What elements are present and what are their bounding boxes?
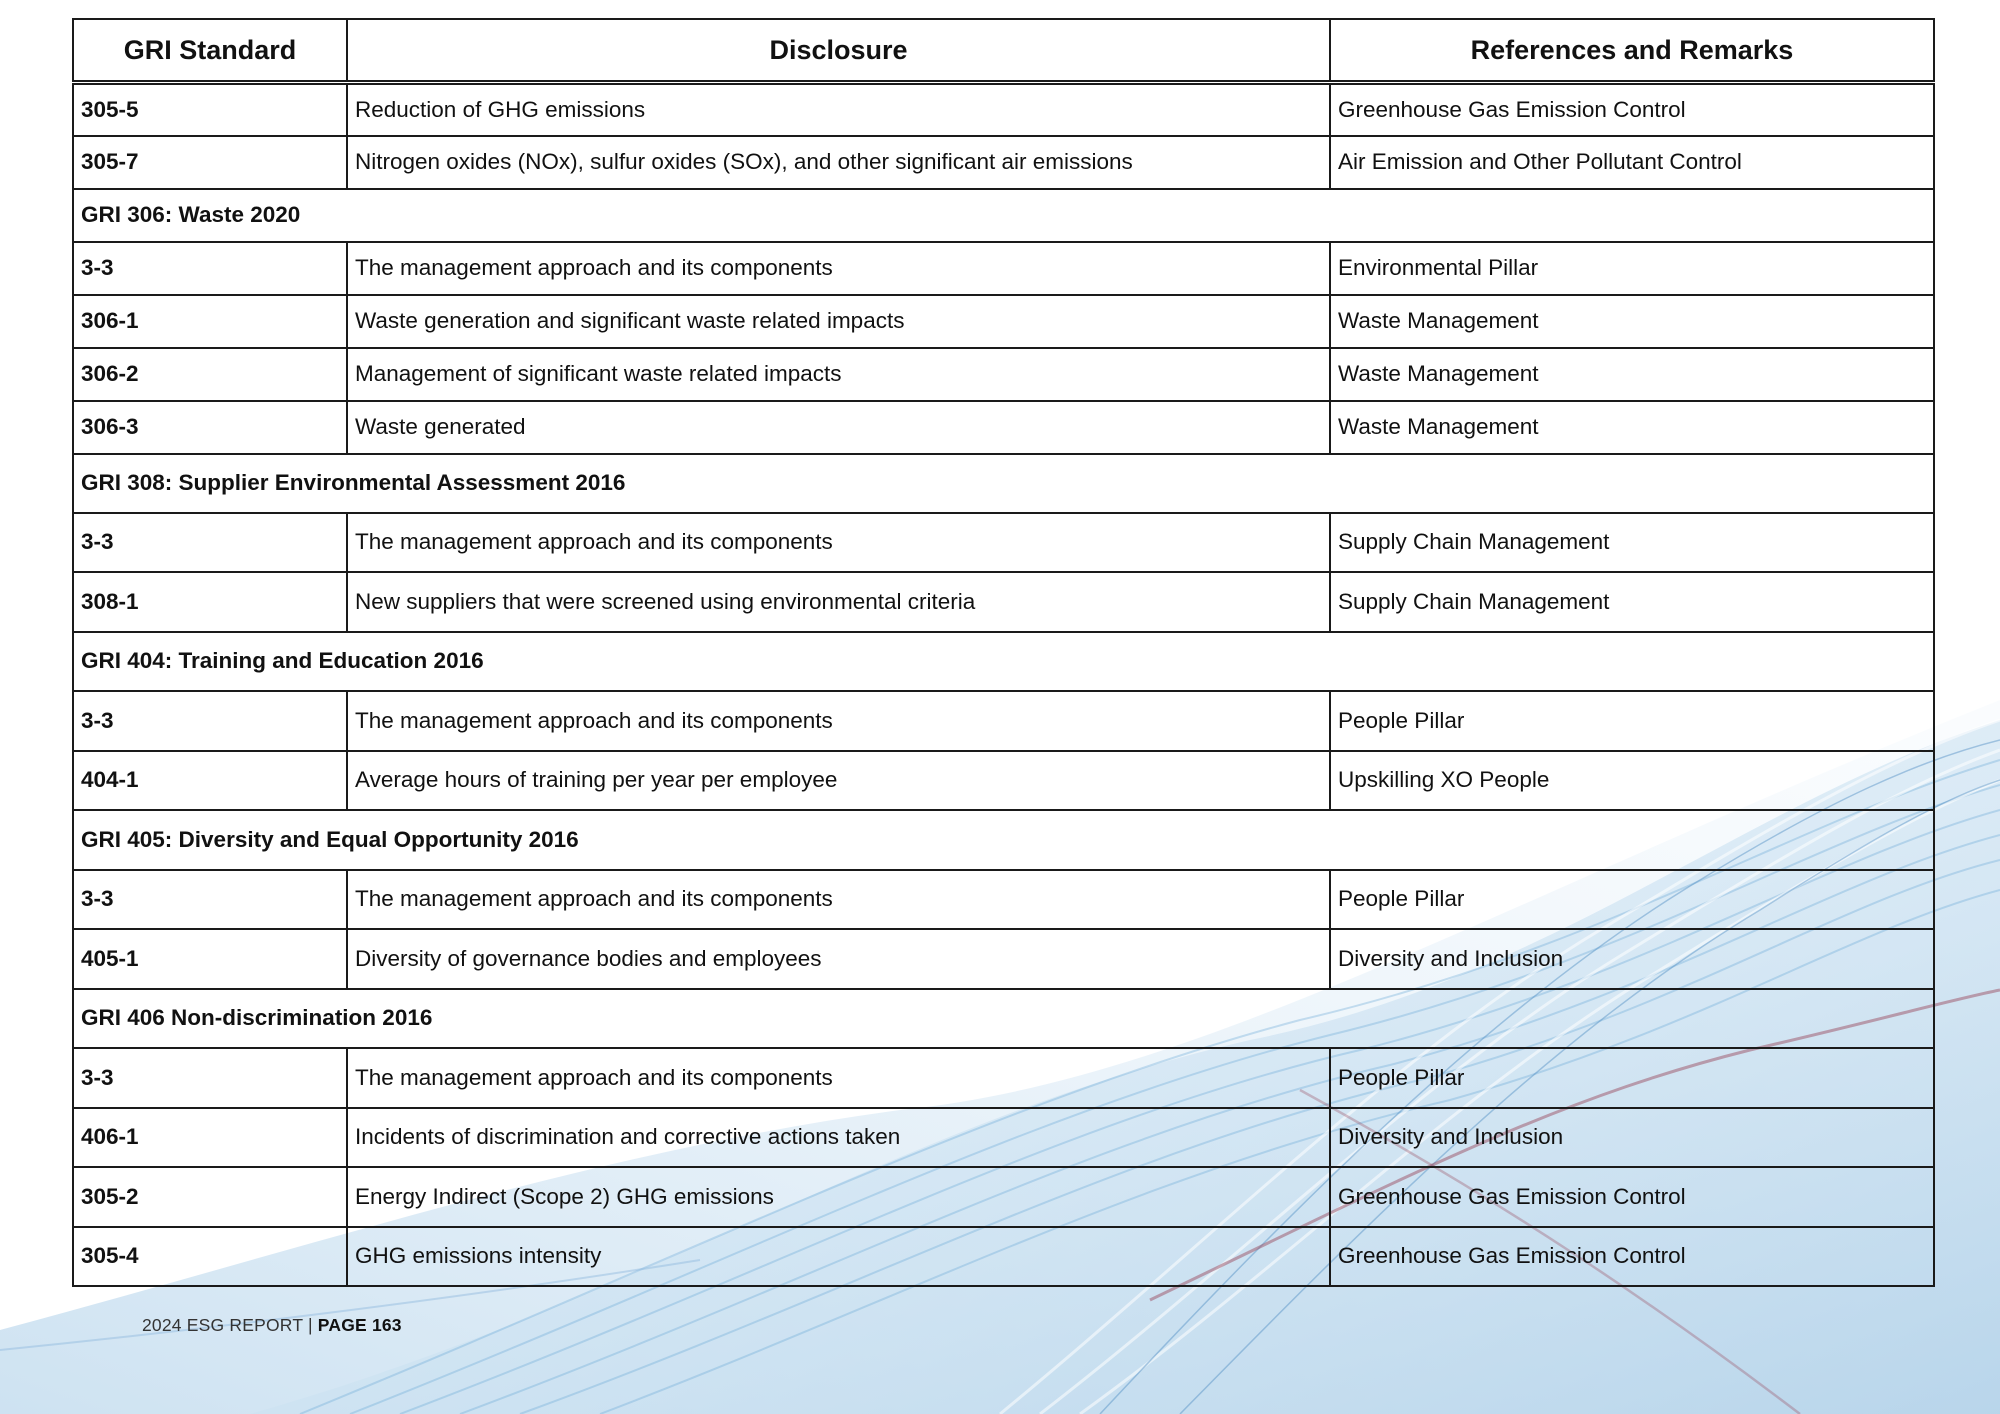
disclosure-text: Average hours of training per year per employee (347, 751, 1330, 811)
table-header-row (73, 19, 1934, 83)
table-header (73, 19, 1934, 83)
table-row (73, 401, 1934, 454)
table-row (73, 1167, 1934, 1227)
table-row (73, 691, 1934, 751)
disclosure-text: Diversity of governance bodies and employees (347, 929, 1330, 989)
reference-text: Environmental Pillar (1330, 242, 1934, 295)
reference-text: Diversity and Inclusion (1330, 929, 1934, 989)
disclosure-code: 3-3 (73, 1048, 347, 1108)
disclosure-text: Waste generation and significant waste related impacts (347, 295, 1330, 348)
table-row (73, 242, 1934, 295)
table-row (73, 295, 1934, 348)
disclosure-code: 3-3 (73, 870, 347, 930)
reference-text: People Pillar (1330, 870, 1934, 930)
column-header-references: References and Remarks (1330, 19, 1934, 83)
disclosure-text: Nitrogen oxides (NOx), sulfur oxides (SOx), and other significant air emissions (347, 136, 1330, 189)
disclosure-code: 306-2 (73, 348, 347, 401)
reference-text: Greenhouse Gas Emission Control (1330, 83, 1934, 136)
disclosure-code: 306-3 (73, 401, 347, 454)
disclosure-text: New suppliers that were screened using environmental criteria (347, 572, 1330, 632)
column-header-gri-standard: GRI Standard (73, 19, 347, 83)
section-title: GRI 404: Training and Education 2016 (73, 632, 1934, 692)
reference-text: People Pillar (1330, 691, 1934, 751)
section-header-row (73, 454, 1934, 513)
disclosure-code: 308-1 (73, 572, 347, 632)
disclosure-text: Reduction of GHG emissions (347, 83, 1330, 136)
disclosure-text: The management approach and its components (347, 1048, 1330, 1108)
reference-text: Supply Chain Management (1330, 572, 1934, 632)
reference-text: Waste Management (1330, 401, 1934, 454)
table-row (73, 929, 1934, 989)
disclosure-text: The management approach and its components (347, 870, 1330, 930)
reference-text: Greenhouse Gas Emission Control (1330, 1167, 1934, 1227)
reference-text: Greenhouse Gas Emission Control (1330, 1227, 1934, 1287)
reference-text: People Pillar (1330, 1048, 1934, 1108)
reference-text: Upskilling XO People (1330, 751, 1934, 811)
section-title: GRI 405: Diversity and Equal Opportunity 2016 (73, 810, 1934, 870)
reference-text: Diversity and Inclusion (1330, 1108, 1934, 1168)
reference-text: Air Emission and Other Pollutant Control (1330, 136, 1934, 189)
reference-text: Waste Management (1330, 348, 1934, 401)
table-body (73, 83, 1934, 1287)
section-title: GRI 406 Non-discrimination 2016 (73, 989, 1934, 1049)
disclosure-text: The management approach and its components (347, 513, 1330, 573)
disclosure-text: The management approach and its components (347, 691, 1330, 751)
footer-report-title: 2024 ESG REPORT (142, 1315, 303, 1335)
disclosure-code: 305-4 (73, 1227, 347, 1287)
table-row (73, 751, 1934, 811)
table-row (73, 1048, 1934, 1108)
section-header-row (73, 810, 1934, 870)
table-row (73, 572, 1934, 632)
disclosure-text: Waste generated (347, 401, 1330, 454)
disclosure-code: 3-3 (73, 513, 347, 573)
disclosure-code: 306-1 (73, 295, 347, 348)
section-header-row (73, 632, 1934, 692)
disclosure-code: 404-1 (73, 751, 347, 811)
table-row (73, 136, 1934, 189)
disclosure-code: 405-1 (73, 929, 347, 989)
table-row (73, 1108, 1934, 1168)
table-row (73, 348, 1934, 401)
disclosure-code: 3-3 (73, 242, 347, 295)
section-title: GRI 306: Waste 2020 (73, 189, 1934, 242)
column-header-disclosure: Disclosure (347, 19, 1330, 83)
disclosure-text: Incidents of discrimination and corrective actions taken (347, 1108, 1330, 1168)
disclosure-code: 305-7 (73, 136, 347, 189)
disclosure-code: 406-1 (73, 1108, 347, 1168)
reference-text: Waste Management (1330, 295, 1934, 348)
page-footer (142, 1315, 402, 1336)
gri-content-index-table (72, 18, 1935, 1287)
disclosure-text: Management of significant waste related impacts (347, 348, 1330, 401)
disclosure-code: 305-2 (73, 1167, 347, 1227)
table-row (73, 1227, 1934, 1287)
footer-separator: | (302, 1315, 318, 1335)
section-header-row (73, 989, 1934, 1049)
disclosure-text: Energy Indirect (Scope 2) GHG emissions (347, 1167, 1330, 1227)
reference-text: Supply Chain Management (1330, 513, 1934, 573)
table-row (73, 513, 1934, 573)
table-row (73, 870, 1934, 930)
disclosure-text: The management approach and its components (347, 242, 1330, 295)
disclosure-text: GHG emissions intensity (347, 1227, 1330, 1287)
section-header-row (73, 189, 1934, 242)
disclosure-code: 305-5 (73, 83, 347, 136)
table-row (73, 83, 1934, 136)
disclosure-code: 3-3 (73, 691, 347, 751)
footer-page-number: PAGE 163 (317, 1315, 402, 1335)
section-title: GRI 308: Supplier Environmental Assessment 2016 (73, 454, 1934, 513)
